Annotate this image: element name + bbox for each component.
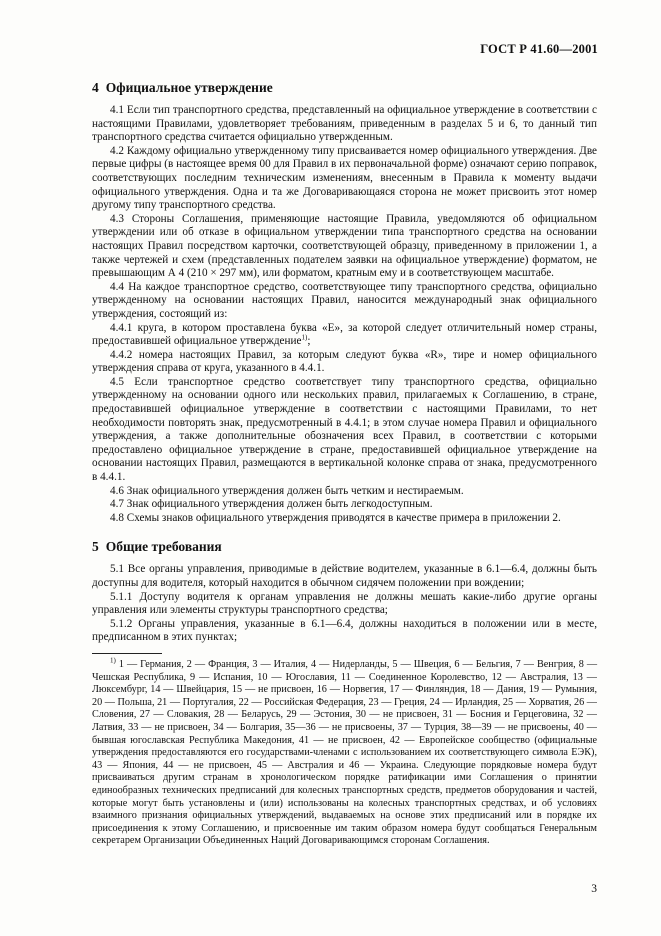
page-content (92, 80, 597, 848)
footnote-block (92, 656, 598, 848)
paragraph-4-4-1-text: 4.4.1 круга, в котором проставлена буква «Е», за которой следует отличительный номер страны, предоставившей официальное утверждение (92, 321, 597, 348)
section-4-number: 4 (92, 80, 99, 95)
section-5-heading (92, 539, 597, 555)
paragraph-4-3: 4.3 Стороны Соглашения, применяющие настоящие Правила, уведомляются об официальном утверждении или об отказе в официальном утверждении типа транспортного средства на основании настоящих Правил посредством карточки, соответствующей образцу, приведенному в приложении 1, а также чертежей и схем (представленных подателем заявки на официальное утверждение) форматом, не превышающим А 4 (210 × 297 мм), или форматом, кратным ему и в соответствующем масштабе. (92, 212, 597, 280)
paragraph-4-8: 4.8 Схемы знаков официального утверждения приводятся в качестве примера в приложении 2. (110, 511, 561, 524)
section-5-number: 5 (92, 539, 99, 555)
paragraph-5-1: 5.1 Все органы управления, приводимые в действие водителем, указанные в 6.1—6.4, должны быть доступны для водителя, который находится в обычном сидячем положении при вождении; (92, 563, 597, 589)
paragraph-5-1-2: 5.1.2 Органы управления, указанные в 6.1—6.4, должны находиться в положении или в месте, предписанном в этих пунктах; (92, 617, 597, 644)
section-4-heading (92, 80, 597, 96)
paragraph-4-5: 4.5 Если транспортное средство соответствует типу транспортного средства, официально утвержденному на основании одного или нескольких правил, прилагаемых к Соглашению, в стране, предоставившей официальное утверждение в соответствии с настоящими Правилами, то нет необходимости повторять знак, предусмотренный в 4.4.1; в этом случае номера Правил и официального утверждения, а также дополнительные обозначения всех Правил, в соответствии с которыми предоставлено официальное утверждение в стране, предоставившей официальное утверждение на основании настоящих Правил, размещаются в вертикальной колонке справа от знака, предусмотренного в 4.4.1. (92, 375, 597, 484)
standard-code-header: ГОСТ Р 41.60—2001 (480, 42, 598, 56)
paragraph-4-4-1 (92, 322, 597, 349)
page-number: 3 (591, 883, 597, 895)
footnote-reference: 1) (301, 333, 308, 342)
paragraph-4-2: 4.2 Каждому официально утвержденному типу присваивается номер официального утверждения. Две первые цифры (в настоящее время 00 для Правил в их первоначальной форме) означают серию поправок, соответствующих последним техническим изменениям, внесенным в Правила к моменту выдачи официального утверждения. Одна и та же Договаривающаяся сторона не может присвоить этот номер другому типу транспортного средства. (92, 144, 597, 212)
footnote-body: 1 — Германия, 2 — Франция, 3 — Италия, 4 — Нидерланды, 5 — Швеция, 6 — Бельгия, 7 — Венгрия, 8 — Чешская Республика, 9 — Испания, 10 — Югославия, 11 — Соединенное Королевство, 12 — Австралия, 13 — Люксембург, 14 — Швейцария, 15 — не присвоен, 16 — Норвегия, 17 — Финляндия, 18 — Дания, 19 — Румыния, 20 — Польша, 21 — Португалия, 22 — Российская Федерация, 23 — Греция, 24 — Ирландия, 25 — Хорватия, 26 — Словения, 27 — Словакия, 28 — Беларусь, 29 — Эстония, 30 — не присвоен, 31 — Босния и Герцеговина, 32 — Латвия, 33 — не присвоен, 34 — Болгария, 35—36 — не присвоены, 37 — Турция, 38—39 — не присвоены, 40 — бывшая югославская Республика Македония, 41 — не присвоен, 42 — Европейское сообщество (официальные утверждения предоставляются его государствами-членами с использованием их соответствующего символа ЕЭК), 43 — Япония, 44 — не присвоен, 45 — Австралия и 46 — Украина. Следующие порядковые номера будут присваиваться другим странам в хронологическом порядке ратификации ими Соглашения о принятии единообразных технических предписаний для колесных транспортных средств, предметов оборудования и частей, которые могут быть установлены и (или) использованы на колесных транспортных средствах, и об условиях взаимного признания официальных утверждений, выдаваемых на основе этих предписаний или в порядке их присоединения к этому Соглашению, и присвоенные им таким образом номера будут сообщаться Генеральным секретарем Организации Объединенных Наций Договаривающимся сторонам Соглашения. (92, 658, 598, 847)
paragraph-4-4: 4.4 На каждое транспортное средство, соответствующее типу транспортного средства, официально утвержденному на основании настоящих Правил, наносится международный знак официального утверждения, состоящий из: (92, 280, 597, 320)
paragraph-4-6: 4.6 Знак официального утверждения должен быть четким и нестираемым. (110, 484, 464, 497)
footnote-text (92, 656, 598, 848)
section-4-title: Официальное утверждение (105, 80, 273, 95)
footnote-mark: 1) (110, 656, 116, 665)
paragraph-4-4-1-tail: ; (307, 335, 311, 348)
paragraph-4-7: 4.7 Знак официального утверждения должен быть легкодоступным. (110, 498, 433, 511)
footnote-divider (92, 653, 162, 654)
paragraph-4-1: 4.1 Если тип транспортного средства, представленный на официальное утверждение в соответствии с настоящими Правилами, удовлетворяет требованиям, приведенным в разделах 5 и 6, то данный тип транспортного средства считается официально утвержденным. (92, 104, 597, 144)
paragraph-4-4-2: 4.4.2 номера настоящих Правил, за которым следуют буква «R», тире и номер официального утверждения справа от круга, указанного в 4.4.1. (92, 348, 597, 375)
paragraph-5-1-1: 5.1.1 Доступу водителя к органам управления не должны мешать какие-либо другие органы управления или элементы структуры транспортного средства; (92, 590, 597, 617)
section-5-title: Общие требования (105, 539, 222, 555)
